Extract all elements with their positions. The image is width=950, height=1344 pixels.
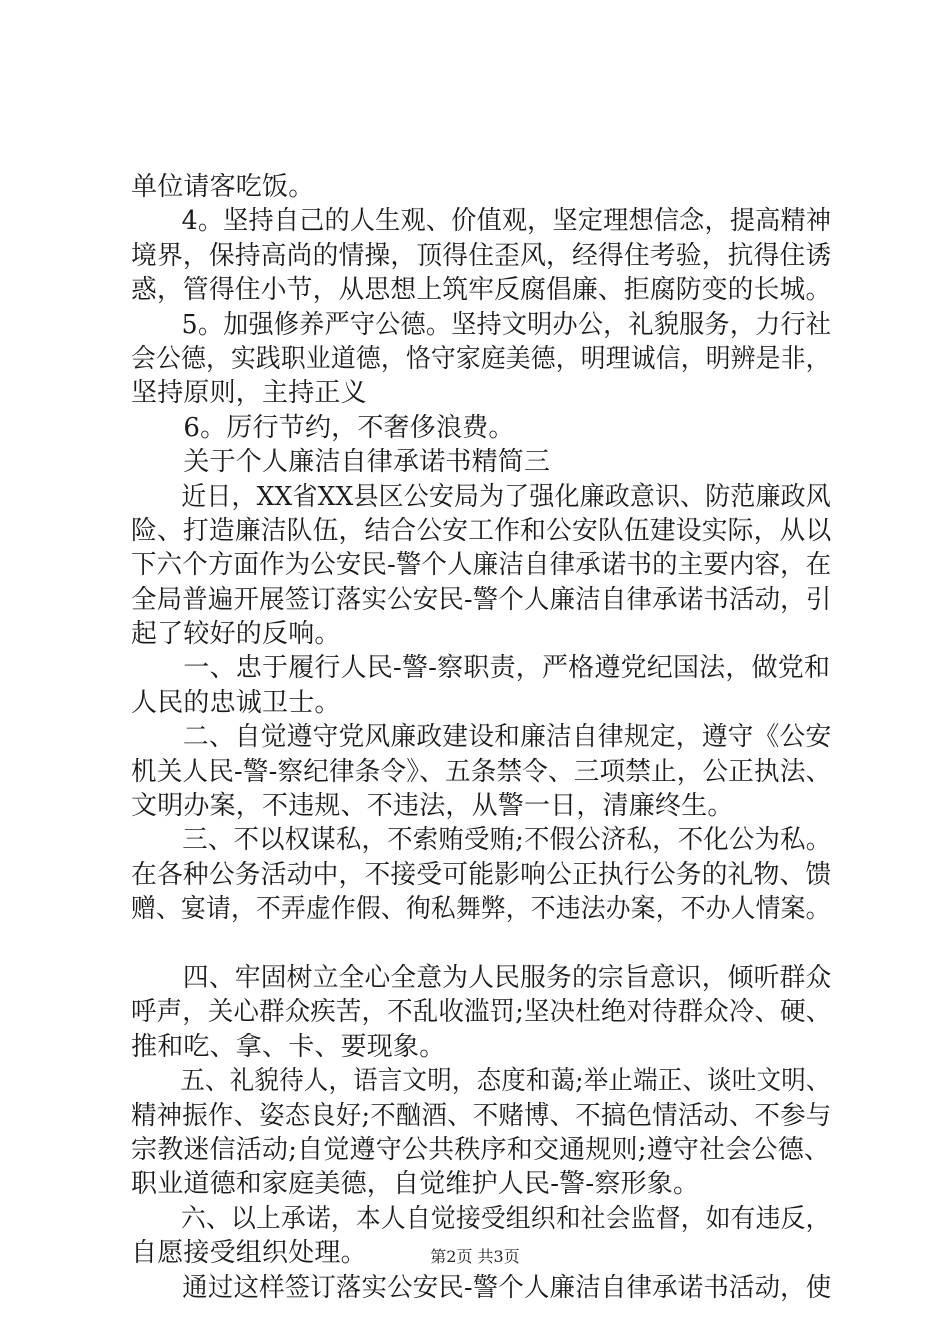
- text-line: 下六个方面作为公安民-警个人廉洁自律承诺书的主要内容，在: [131, 550, 832, 581]
- text-line: 一、忠于履行人民-警-察职责，严格遵党纪国法，做党和: [131, 653, 831, 684]
- page-footer: 第2页 共3页: [430, 1247, 520, 1266]
- text-line: 境界，保持高尚的情操，顶得住歪风，经得住考验，抗得住诱: [131, 240, 832, 271]
- text-line: 六、以上承诺，本人自觉接受组织和社会监督，如有违反，: [131, 1203, 831, 1234]
- blank-line: [131, 927, 831, 961]
- text-line: 在各种公务活动中，不接受可能影响公正执行公务的礼物、馈: [131, 859, 832, 890]
- text-line: 职业道德和家庭美德，自觉维护人民-警-察形象。: [131, 1169, 700, 1200]
- text-line: 险、打造廉洁队伍，结合公安工作和公安队伍建设实际，从以: [131, 515, 832, 546]
- text-line: 文明办案，不违规、不违法，从警一日，清廉终生。: [131, 791, 734, 822]
- section-heading: 关于个人廉洁自律承诺书精简三: [131, 447, 551, 478]
- text-line: 近日，XX省XX县区公安局为了强化廉政意识、防范廉政风: [131, 481, 831, 512]
- text-line: 五、礼貌待人，语言文明，态度和蔼;举止端正、谈吐文明、: [131, 1066, 831, 1097]
- text-line: 6。厉行节约，不奢侈浪费。: [131, 412, 515, 443]
- text-line: 坚持原则，主持正义: [131, 378, 367, 409]
- text-line: 4。坚持自己的人生观、价值观，坚定理想信念，提高精神: [131, 206, 832, 237]
- text-line: 单位请客吃饭。: [131, 172, 315, 202]
- text-line: 赠、宴请，不弄虚作假、徇私舞弊，不违法办案，不办人情案。: [131, 894, 831, 925]
- text-line: 呼声，关心群众疾苦，不乱收滥罚;坚决杜绝对待群众冷、硬、: [131, 997, 832, 1028]
- text-line: 宗教迷信活动;自觉遵守公共秩序和交通规则;遵守社会公德、: [131, 1134, 831, 1165]
- text-line: 惑，管得住小节，从思想上筑牢反腐倡廉、拒腐防变的长城。: [131, 275, 832, 306]
- text-line: 机关人民-警-察纪律条令》、五条禁令、三项禁止，公正执法、: [131, 756, 832, 787]
- text-line: 三、不以权谋私，不索贿受贿;不假公济私，不化公为私。: [131, 825, 832, 856]
- text-line: 通过这样签订落实公安民-警个人廉洁自律承诺书活动，使: [131, 1272, 832, 1303]
- text-line: 二、自觉遵守党风廉政建设和廉洁自律规定，遵守《公安: [131, 722, 832, 753]
- text-line: 自愿接受组织处理。: [131, 1238, 367, 1269]
- text-line: 四、牢固树立全心全意为人民服务的宗旨意识，倾听群众: [131, 962, 832, 993]
- document-body: [131, 170, 831, 1305]
- text-line: 精神振作、姿态良好;不酗酒、不赌博、不搞色情活动、不参与: [131, 1100, 832, 1131]
- text-line: 人民的忠诚卫士。: [131, 687, 341, 718]
- text-line: 5。加强修养严守公德。坚持文明办公，礼貌服务，力行社: [131, 309, 832, 340]
- text-line: 会公德，实践职业道德，恪守家庭美德，明理诚信，明辨是非，: [131, 343, 831, 374]
- text-line: 推和吃、拿、卡、要现象。: [131, 1031, 446, 1062]
- text-line: 全局普遍开展签订落实公安民-警个人廉洁自律承诺书活动，引: [131, 584, 832, 615]
- text-line: 起了较好的反响。: [131, 619, 341, 650]
